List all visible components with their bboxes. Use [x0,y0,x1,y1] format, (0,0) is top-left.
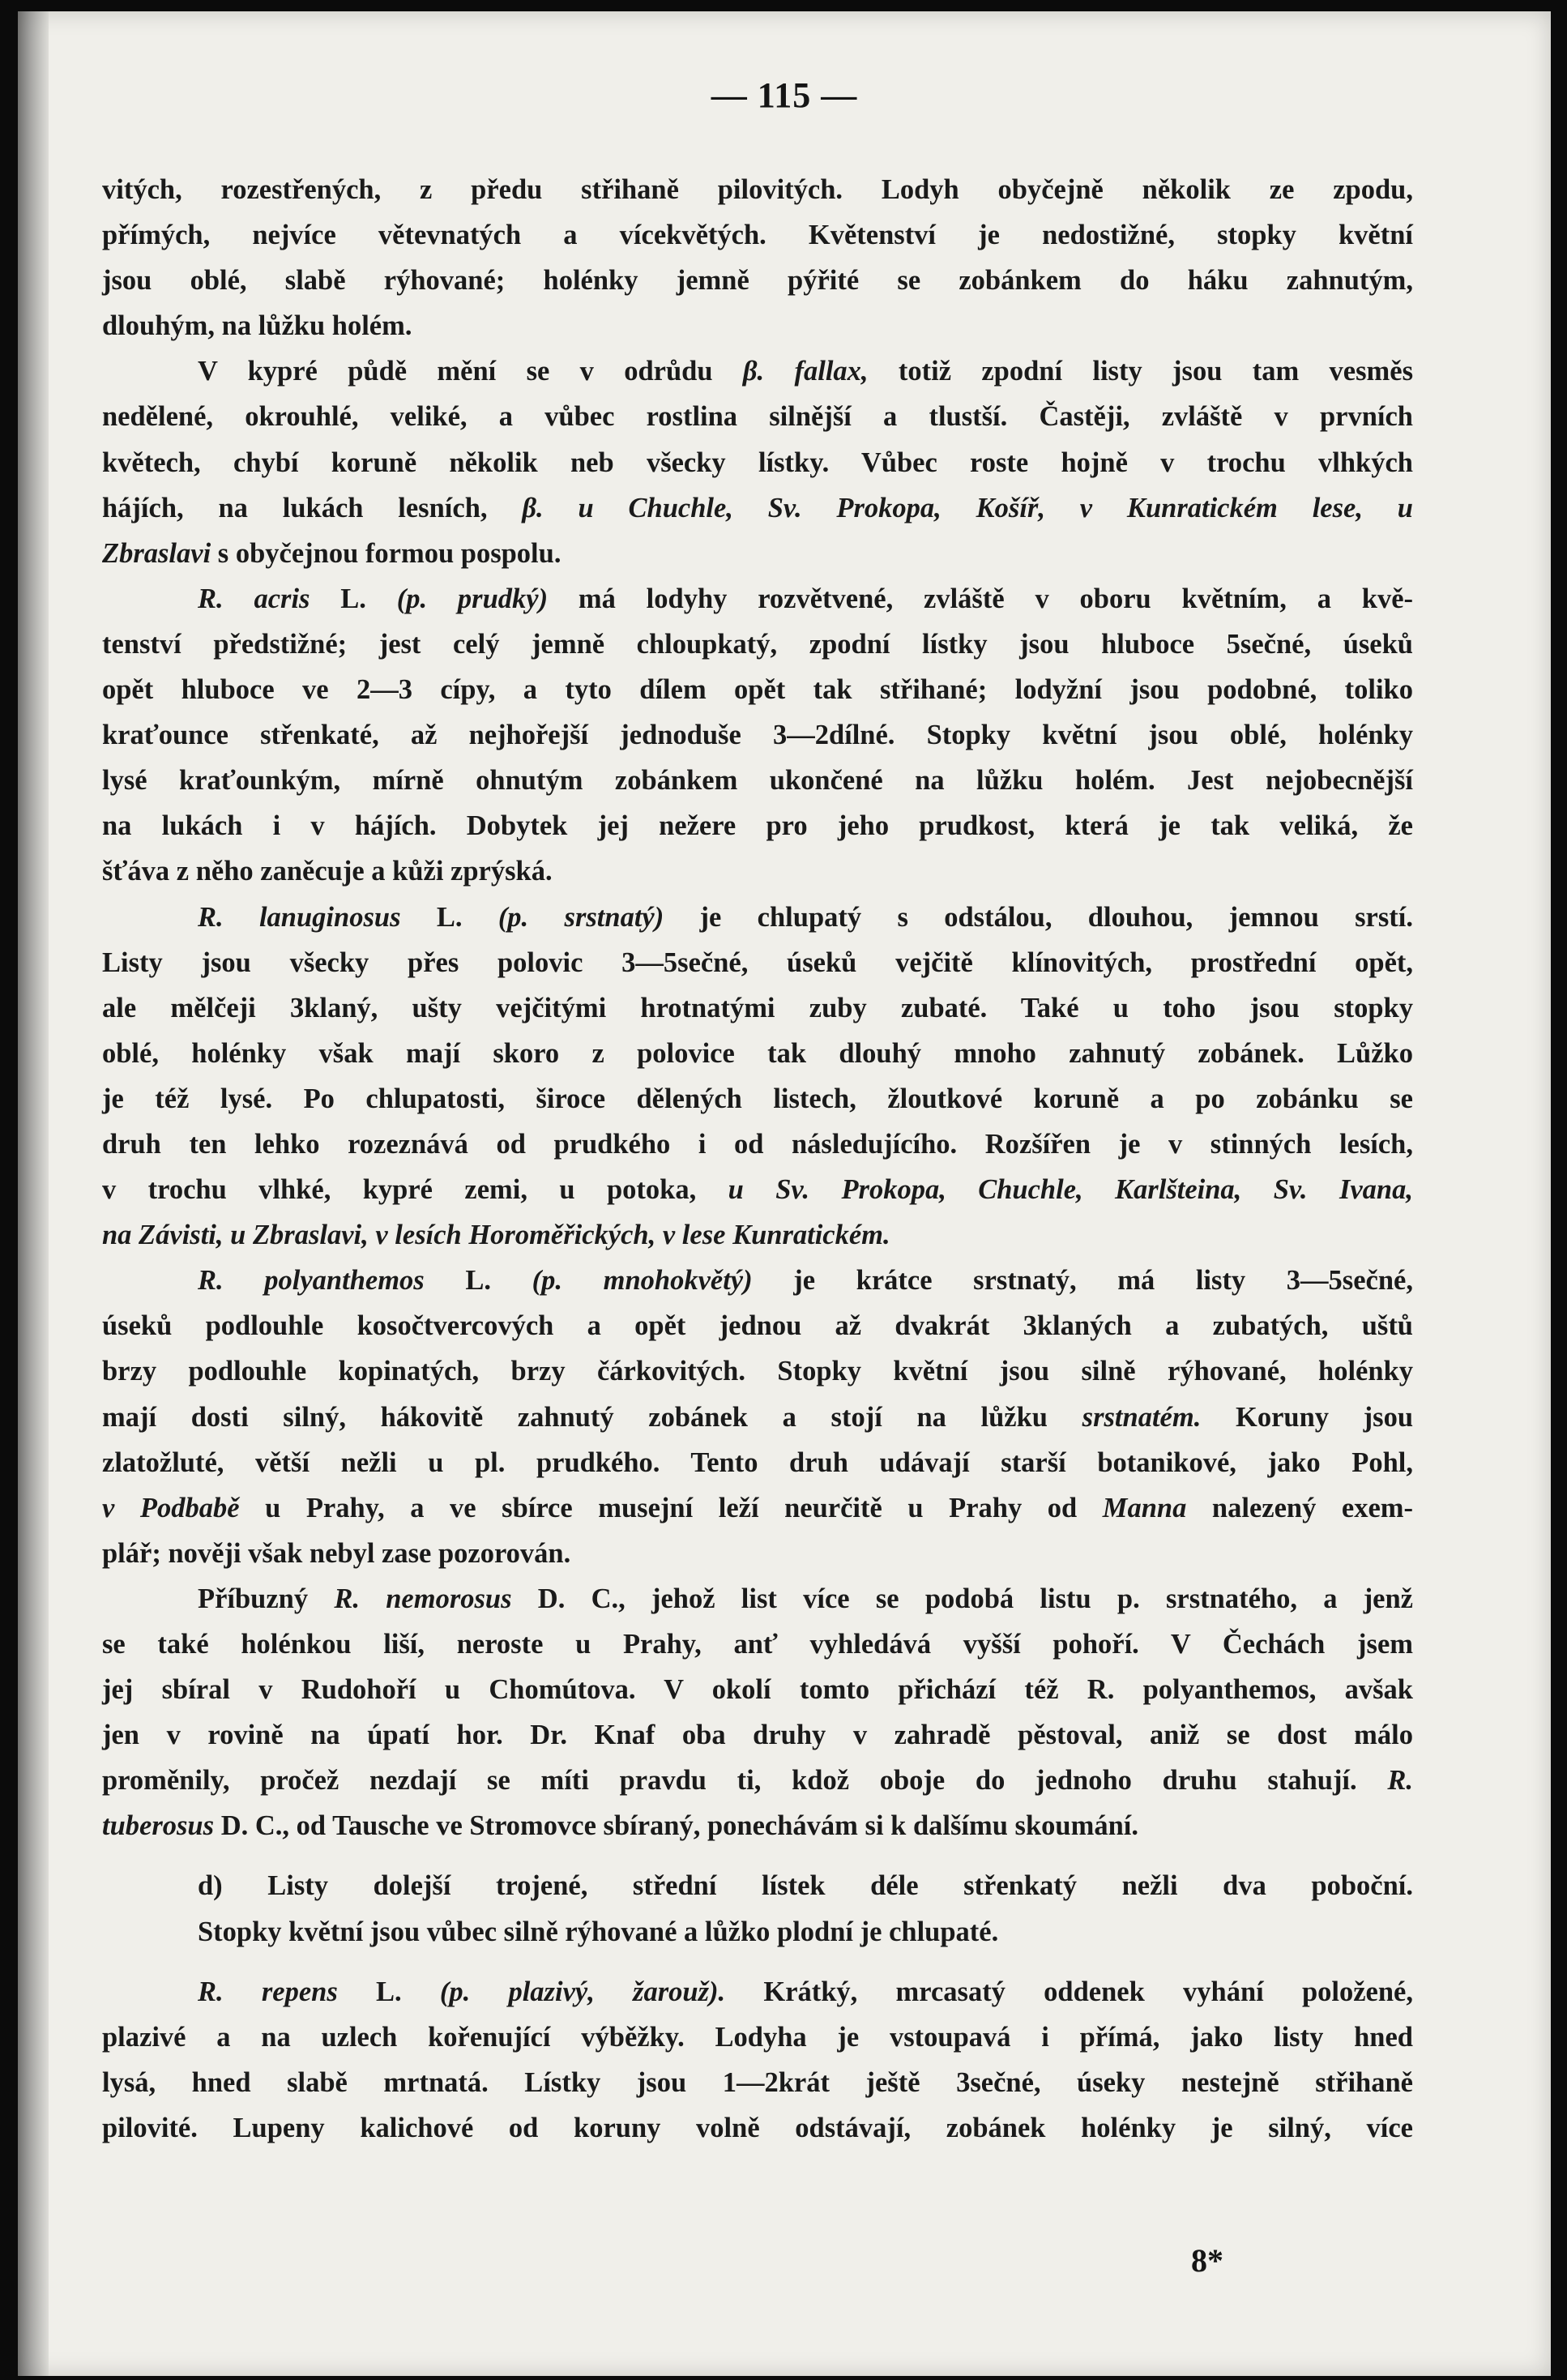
text-run: L. [400,901,498,933]
text-line [102,2060,1413,2105]
italic-text: R. repens [198,1976,338,2007]
italic-text: (p. plazivý, žarouž). [439,1976,726,2007]
text-line [102,1758,1413,1803]
text-line [102,1969,1413,2015]
text-run: Listy jsou všecky přes polovic 3—5sečné, úseků vejčitě klínovitých, prostřední opět, [102,946,1413,978]
text-run: u Prahy, a ve sbírce musejní leží neurčitě u Prahy od [239,1492,1103,1523]
italic-text: u Sv. Prokopa, Chuchle, Karlšteina, Sv. Ivana, [728,1174,1413,1206]
text-run: plazivé a na uzlech kořenující výběžky. Lodyha je vstoupavá i přímá, jako listy hned [102,2021,1413,2053]
body-text [102,167,1413,2151]
text-line [102,531,1413,576]
text-run: vitých, rozestřených, z předu střihaně pilovitých. Lodyh obyčejně několik ze zpodu, [102,174,1413,205]
text-run: D. C., jehož list více se podobá listu p. srstnatého, a jenž [511,1583,1413,1614]
text-line [102,758,1413,803]
text-run: se také holénkou liší, neroste u Prahy, anť vyhledává vyšší pohoří. V Čechách jsem [102,1629,1413,1660]
text-run: úseků podlouhle kosočtvercových a opět jednou až dvakrát 3klaných a zubatých, uštů [102,1310,1413,1342]
text-run: L. [337,1976,440,2007]
page-number: — 115 — [711,75,858,115]
text-line [102,212,1413,258]
text-line [102,1212,1413,1258]
text-line [102,348,1413,394]
text-line [102,940,1413,985]
book-page [18,11,1551,2376]
text-line [102,1485,1413,1531]
text-run: nedělené, okrouhlé, veliké, a vůbec rostlina silnější a tlustší. Častěji, zvláště v prvních [102,401,1413,433]
text-line [102,485,1413,531]
italic-text: (p. prudký) [396,583,549,614]
text-line [102,303,1413,348]
text-run: s obyčejnou formou pospolu. [211,537,561,569]
signature-mark: 8* [1191,2242,1223,2279]
text-run: na lukách i v hájích. Dobytek jej nežere pro jeho prudkost, která je tak veliká, že [102,810,1413,842]
text-run: L. [310,583,397,614]
text-line [102,895,1413,940]
text-line [102,258,1413,303]
text-run: je chlupatý s odstálou, dlouhou, jemnou srstí. [664,901,1413,933]
text-run: Krátký, mrcasatý oddenek vyhání položené, [725,1976,1413,2007]
text-run: totiž zpodní listy jsou tam vesměs [868,356,1414,387]
text-run: d) Listy dolejší trojené, střední lístek déle střenkatý nežli dva poboční. [198,1870,1413,1902]
text-line [102,712,1413,758]
text-line [102,1303,1413,1348]
text-run: je krátce srstnatý, má listy 3—5sečné, [752,1265,1413,1297]
text-run: hájích, na lukách lesních, [102,492,523,523]
text-line [102,1122,1413,1167]
text-run: jsou oblé, slabě rýhované; holénky jemně pýřité se zobánkem do háku zahnutým, [102,265,1413,297]
text-line [102,1531,1413,1576]
text-run: dlouhým, na lůžku holém. [102,310,412,342]
text-run: lysé kraťounkým, mírně ohnutým zobánkem ukončené na lůžku holém. Jest nejobecnější [102,765,1413,797]
text-line [102,576,1413,622]
text-line [102,1076,1413,1122]
text-run: brzy podlouhle kopinatých, brzy čárkovitých. Stopky květní jsou silně rýhované, holénky [102,1356,1413,1387]
text-run: zlatožluté, větší nežli u pl. prudkého. Tento druh udávají starší botanikové, jako Pohl, [102,1446,1413,1478]
text-line [102,2015,1413,2060]
text-line [102,848,1413,894]
italic-text: R. lanuginosus [198,901,401,933]
text-run: plář; nověji však nebyl zase pozorován. [102,1537,571,1569]
text-run: druh ten lehko rozeznává od prudkého i od následujícího. Rozšířen je v stinných lesích, [102,1128,1413,1160]
italic-text: (p. mnohokvětý) [532,1265,753,1297]
text-run: D. C., od Tausche ve Stromovce sbíraný, ponechávám si k dalšímu skoumání. [214,1810,1138,1842]
text-run: kraťounce střenkaté, až nejhořejší jednoduše 3—2dílné. Stopky květní jsou oblé, holénky [102,720,1413,751]
text-line [102,1576,1413,1622]
text-line [102,1909,1413,1955]
italic-text: Zbraslavi [102,537,211,569]
italic-text: na Závisti, u Zbraslavi, v lesích Horoměřických, v lese Kunratickém. [102,1220,890,1251]
italic-text: β. fallax, [742,356,869,387]
text-run: přímých, nejvíce větevnatých a vícekvětých. Květenství je nedostižné, stopky květní [102,220,1413,251]
italic-text: srstnatém. [1082,1401,1202,1433]
text-line [102,1803,1413,1848]
italic-text: (p. srstnatý) [497,901,664,933]
italic-text: Manna [1102,1492,1187,1523]
text-run: L. [424,1265,532,1297]
text-run: mají dosti silný, hákovitě zahnutý zobánek a stojí na lůžku [102,1401,1082,1433]
italic-text: R. nemorosus [334,1583,512,1614]
text-line [102,667,1413,712]
text-run: šťáva z něho zaněcuje a kůži zprýská. [102,856,553,887]
text-line [102,1863,1413,1908]
text-run: je též lysé. Po chlupatosti, široce dělených listech, žloutkové koruně a po zobánku se [102,1083,1413,1114]
text-run: má lodyhy rozvětvené, zvláště v oboru květním, a kvě- [548,583,1413,614]
text-run: lysá, hned slabě mrtnatá. Lístky jsou 1—2krát ještě 3sečné, úseky nestejně střihaně [102,2066,1413,2098]
text-line [102,1667,1413,1712]
text-run: jen v rovině na úpatí hor. Dr. Knaf oba druhy v zahradě pěstoval, aniž se dost málo [102,1720,1413,1751]
text-run: tenství předstižné; jest celý jemně chloupkatý, zpodní lístky jsou hluboce 5sečné, úseků [102,628,1413,660]
text-line [102,440,1413,485]
text-run: oblé, holénky však mají skoro z polovice tak dlouhý mnoho zahnutý zobánek. Lůžko [102,1037,1413,1069]
text-line [102,1258,1413,1303]
text-line [102,1622,1413,1667]
text-run: Stopky květní jsou vůbec silně rýhované a lůžko plodní je chlupaté. [198,1916,999,1947]
text-run: pilovité. Lupeny kalichové od koruny volně odstávají, zobánek holénky je silný, více [102,2112,1413,2143]
italic-text: R. acris [198,583,310,614]
text-line [102,622,1413,667]
text-run: Koruny jsou [1201,1401,1414,1433]
text-line [102,985,1413,1031]
italic-text: β. u Chuchle, Sv. Prokopa, Košíř, v Kunratickém lese, u [522,492,1413,523]
text-run: ale mělčeji 3klaný, ušty vejčitými hrotnatými zuby zubaté. Také u toho jsou stopky [102,992,1413,1023]
text-line [102,167,1413,212]
text-line [102,1440,1413,1485]
text-run: jej sbíral v Rudohoří u Chomútova. V okolí tomto přichází též R. polyanthemos, avšak [102,1674,1413,1706]
text-line [102,1348,1413,1394]
page-edge-shadow [18,11,49,2376]
text-run: proměnily, pročež nezdají se míti pravdu ti, kdož oboje do jednoho druhu stahují. [102,1765,1388,1797]
italic-text: v Podbabě [102,1492,240,1523]
text-run: nalezený exem- [1186,1492,1413,1523]
text-run: V kypré půdě mění se v odrůdu [198,356,743,387]
text-run: v trochu vlhké, kypré zemi, u potoka, [102,1174,728,1206]
italic-text: R. polyanthemos [198,1265,425,1297]
italic-text: R. [1387,1765,1413,1797]
text-line [102,394,1413,439]
italic-text: tuberosus [102,1810,215,1842]
text-line [102,2105,1413,2151]
text-line [102,1167,1413,1212]
text-run: květech, chybí koruně několik neb všecky lístky. Vůbec roste hojně v trochu vlhkých [102,447,1413,478]
text-line [102,1031,1413,1076]
text-run: Příbuzný [198,1583,335,1614]
text-line [102,1395,1413,1440]
text-line [102,1712,1413,1758]
text-run: opět hluboce ve 2—3 cípy, a tyto dílem opět tak střihané; lodyžní jsou podobné, toliko [102,674,1413,706]
text-line [102,803,1413,848]
